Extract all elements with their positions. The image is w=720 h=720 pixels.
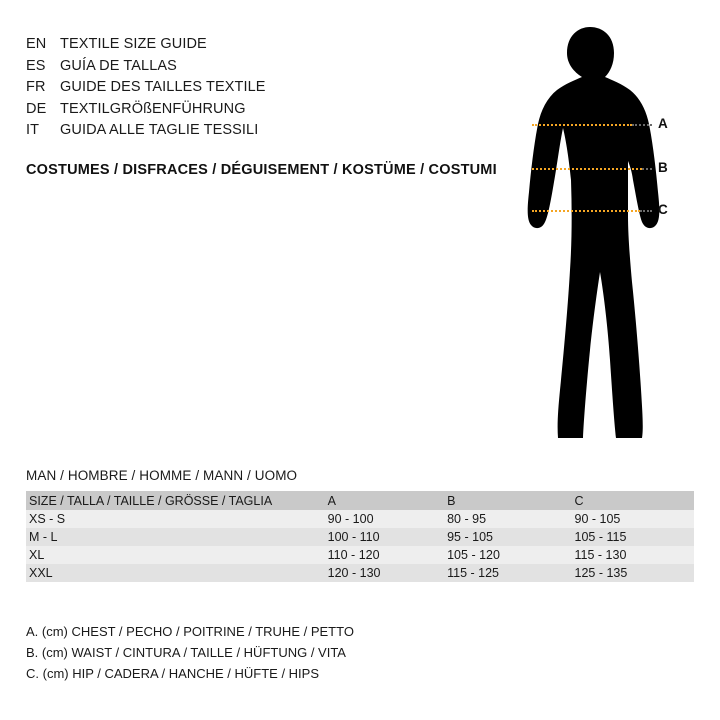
language-row-it: [26, 120, 496, 142]
language-code-es: ES: [26, 57, 46, 74]
language-code-en: EN: [26, 36, 47, 52]
cell-size: XL: [26, 546, 328, 564]
measure-line-b: [532, 168, 642, 170]
table-row: [26, 546, 694, 564]
table-caption: MAN / HOMBRE / HOMME / MANN / UOMO: [26, 468, 298, 483]
table-row: [26, 564, 694, 582]
cell-b: 115 - 125: [447, 564, 574, 582]
cell-c: 125 - 135: [575, 564, 694, 582]
measure-label-a: A: [658, 116, 668, 131]
measurement-legend: [26, 621, 354, 684]
figure-illustration: [470, 20, 700, 450]
legend-b: B. (cm) WAIST / CINTURA / TAILLE / HÜFTUNG / VITA: [26, 645, 346, 660]
language-row-fr: [26, 77, 496, 99]
table-header-b: B: [447, 491, 574, 510]
table-row: [26, 510, 694, 528]
measure-line-a: [532, 124, 632, 126]
language-code-fr: FR: [26, 79, 46, 95]
cell-b: 95 - 105: [447, 528, 574, 546]
cell-size: XS - S: [26, 510, 328, 528]
language-row-es: [26, 56, 496, 78]
cell-a: 100 - 110: [328, 528, 447, 546]
measure-line-a-extension: [632, 124, 652, 126]
legend-a: A. (cm) CHEST / PECHO / POITRINE / TRUHE / PETTO: [26, 624, 354, 639]
language-text-en: TEXTILE SIZE GUIDE: [60, 36, 207, 52]
male-silhouette-icon: [470, 20, 700, 450]
table-header-size: SIZE / TALLA / TAILLE / GRÖSSE / TAGLIA: [26, 491, 328, 510]
table-row: [26, 528, 694, 546]
cell-b: 105 - 120: [447, 546, 574, 564]
language-code-it: IT: [26, 122, 40, 138]
language-text-es: GUÍA DE TALLAS: [60, 57, 177, 74]
size-table: [26, 491, 694, 582]
language-row-de: [26, 99, 496, 121]
cell-size: M - L: [26, 528, 328, 546]
size-table-block: [26, 468, 694, 582]
category-title: COSTUMES / DISFRACES / DÉGUISEMENT / KOSTÜME / COSTUMI: [26, 162, 497, 178]
language-text-it: GUIDA ALLE TAGLIE TESSILI: [60, 122, 259, 138]
table-header-c: C: [575, 491, 694, 510]
cell-c: 105 - 115: [575, 528, 694, 546]
cell-c: 115 - 130: [575, 546, 694, 564]
language-row-en: [26, 34, 496, 56]
table-header-a: A: [328, 491, 447, 510]
cell-a: 120 - 130: [328, 564, 447, 582]
table-header-row: [26, 491, 694, 510]
legend-c: C. (cm) HIP / CADERA / HANCHE / HÜFTE / HIPS: [26, 666, 320, 681]
cell-size: XXL: [26, 564, 328, 582]
language-list: [26, 34, 496, 142]
language-text-de: TEXTILGRÖßENFÜHRUNG: [60, 100, 246, 117]
measure-line-b-extension: [642, 168, 652, 170]
cell-b: 80 - 95: [447, 510, 574, 528]
measure-label-c: C: [658, 202, 668, 217]
measure-line-c-extension: [640, 210, 652, 212]
language-text-fr: GUIDE DES TAILLES TEXTILE: [60, 79, 266, 95]
cell-c: 90 - 105: [575, 510, 694, 528]
cell-a: 110 - 120: [328, 546, 447, 564]
measure-line-c: [532, 210, 640, 212]
cell-a: 90 - 100: [328, 510, 447, 528]
language-code-de: DE: [26, 100, 47, 117]
measure-label-b: B: [658, 160, 668, 175]
